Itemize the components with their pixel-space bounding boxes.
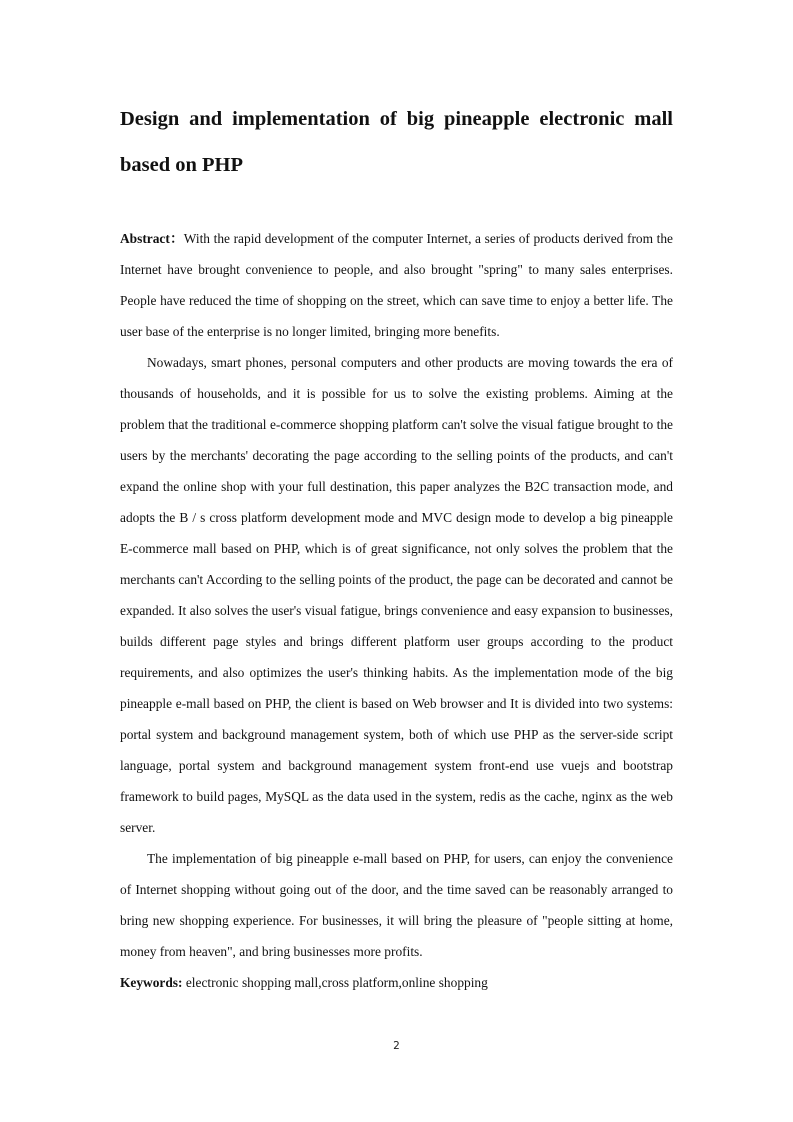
- abstract-paragraph-3: The implementation of big pineapple e-mall based on PHP, for users, can enjoy the convenience of Internet shopping without going out of the door, and the time saved can be reasonably arranged to bring new shopping experience. For businesses, it will bring the pleasure of "people sitting at home, money from heaven", and bring businesses more profits.: [120, 851, 673, 959]
- abstract-label: Abstract：: [120, 231, 184, 246]
- keywords-text: electronic shopping mall,cross platform,online shopping: [185, 975, 488, 990]
- abstract-section: [120, 223, 673, 998]
- abstract-paragraph-1-text: With the rapid development of the computer Internet, a series of products derived from the Internet have brought convenience to people, and also brought "spring" to many sales enterprises. People have reduced the time of shopping on the street, which can save time to enjoy a better life. The user base of the enterprise is no longer limited, bringing more benefits.: [120, 231, 673, 339]
- keywords-line: [120, 967, 673, 998]
- abstract-paragraph-1: [120, 223, 673, 347]
- abstract-paragraph-2: Nowadays, smart phones, personal computers and other products are moving towards the era of thousands of households, and it is possible for us to solve the existing problems. Aiming at the problem that the traditional e-commerce shopping platform can't solve the visual fatigue brought to the users by the merchants' decorating the page according to the selling points of the products, and can't expand the online shop with your full destination, this paper analyzes the B2C transaction mode, and adopts the B / s cross platform development mode and MVC design mode to develop a big pineapple E-commerce mall based on PHP, which is of great significance, not only solves the problem that the merchants can't According to the selling points of the product, the page can be decorated and cannot be expanded. It also solves the user's visual fatigue, brings convenience and easy expansion to businesses, builds different page styles and brings different platform user groups according to the product requirements, and also optimizes the user's thinking habits. As the implementation mode of the big pineapple e-mall based on PHP, the client is based on Web browser and It is divided into two systems: portal system and background management system, both of which use PHP as the server-side script language, portal system and background management system front-end use vuejs and bootstrap framework to build pages, MySQL as the data used in the system, redis as the cache, nginx as the web server.: [120, 355, 673, 835]
- page-number: 2: [393, 1040, 400, 1052]
- document-title: Design and implementation of big pineapple electronic mall based on PHP: [120, 108, 673, 176]
- keywords-label: Keywords:: [120, 975, 183, 990]
